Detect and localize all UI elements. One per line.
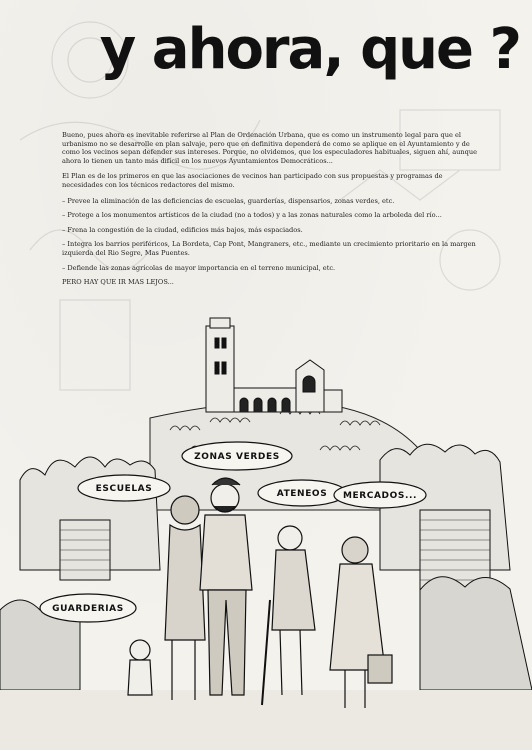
list-item: – Protege a los monumentos artísticos de la ciudad (no a todos) y a las zonas naturales como la arboleda del río...	[62, 211, 442, 220]
street-illustration	[0, 310, 532, 750]
bubble-text: ZONAS VERDES	[194, 452, 280, 462]
page-headline: y ahora, que ?	[99, 17, 520, 82]
bubble-zonas-verdes	[182, 442, 292, 470]
list-item: – Prevee la eliminación de las deficiencias de escuelas, guarderías, dispensarios, zonas verdes, etc.	[62, 196, 395, 205]
bubble-text: MERCADOS...	[342, 491, 418, 501]
bubble-ateneos	[258, 480, 346, 506]
people-group	[128, 478, 392, 708]
bubble-text: ATENEOS	[276, 489, 328, 499]
closing-line: PERO HAY QUE IR MAS LEJOS...	[62, 278, 174, 287]
bubble-mercados	[334, 482, 426, 508]
list-item: – Integra los barrios periféricos, La Bordeta, Cap Pont, Mangraners, etc., mediante un crecimiento prioritario en la margen izquierda del Rio Segre, Mas Puentes.	[62, 240, 476, 257]
bubble-escuelas	[78, 475, 170, 501]
list-item: – Defiende las zonas agrícolas de mayor importancia en el terreno municipal, etc.	[62, 263, 336, 272]
bubble-guarderias	[40, 594, 136, 622]
intro-paragraph: Bueno, pues ahora es inevitable referirse al Plan de Ordenación Urbana, que es como un instrumento legal para que el urbanismo no se desarrolle en plan salvaje, pero que en definitiva dependerá de como se aplique en el Ayuntamiento y de como los vecinos sepan defender sus intereses. Porque, no olvidemos, que los especuladores habituales, siguen ahí, aunque ahora lo tienen un tanto más difícil en los nuevos Ayuntamientos Democráticos...	[62, 131, 477, 165]
cathedral-drawing	[206, 318, 342, 412]
list-item: – Frena la congestión de la ciudad, edificios más bajos, más espaciados.	[62, 225, 303, 234]
plan-points-list	[62, 197, 482, 273]
article-body	[62, 131, 482, 294]
bubble-text: GUARDERIAS	[52, 604, 124, 614]
bubble-text: ESCUELAS	[95, 484, 153, 494]
plan-paragraph: El Plan es de los primeros en que las asociaciones de vecinos han participado con sus propuestas y programas de necesidades con los técnicos redactores del mismo.	[62, 172, 443, 189]
